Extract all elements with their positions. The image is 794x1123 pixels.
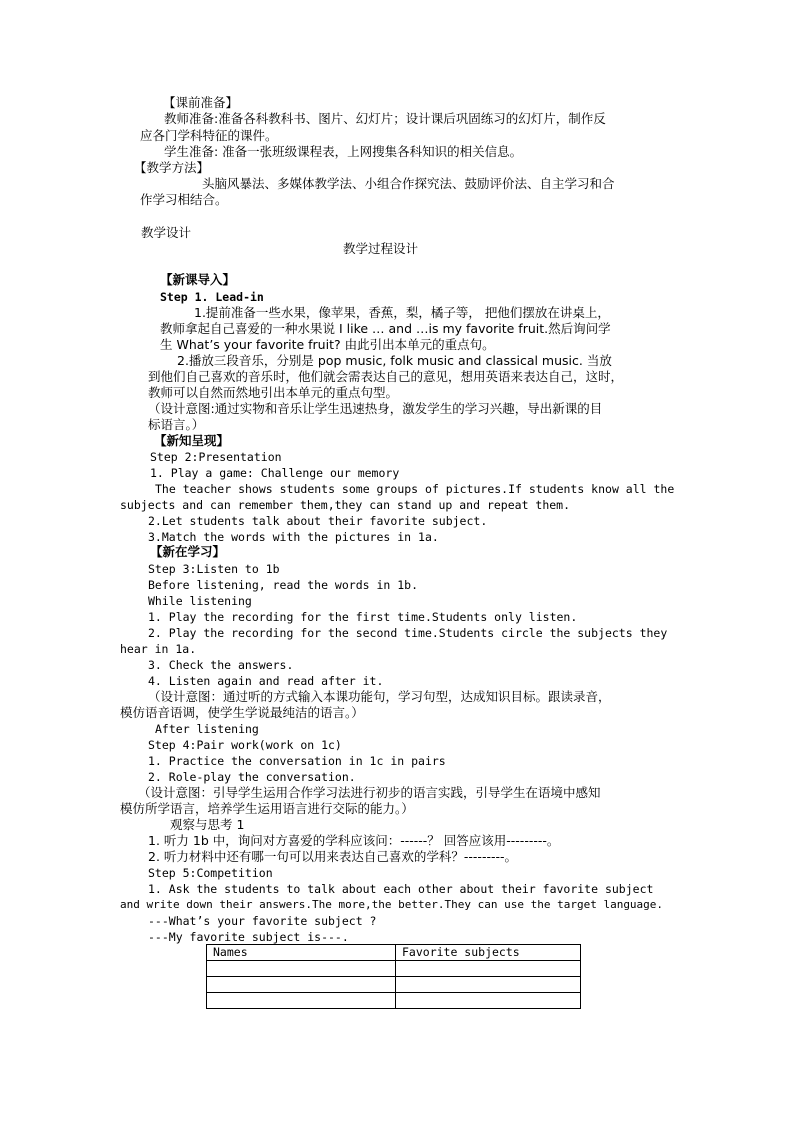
- table-cell: [396, 993, 581, 1009]
- observe-question-2: 2. 听力材料中还有哪一句可以用来表达自己喜欢的学科？---------。: [148, 849, 517, 864]
- new-learning-heading: 【新在学习】: [150, 544, 226, 559]
- competition-answer: ---My favorite subject is---.: [148, 930, 349, 944]
- step-3: Step 3:Listen to 1b: [148, 562, 280, 576]
- listening-intent-line-1: （设计意图：通过听的方式输入本课功能句，学习句型，达成知识目标。跟读录音，: [148, 689, 611, 704]
- after-listening: After listening: [155, 722, 259, 736]
- competition-question: ---What’s your favorite subject ?: [148, 914, 377, 928]
- methods-line-2: 作学习相结合。: [140, 192, 228, 207]
- pair-intent-line-2: 模仿所学语言，培养学生运用语言进行交际的能力。）: [120, 801, 414, 816]
- presentation-heading: 【新知呈现】: [154, 433, 230, 448]
- lead-in-p2-line-2: 到他们自己喜欢的音乐时，他们就会需表达自己的意见，想用英语来表达自己，这时，: [148, 369, 624, 384]
- competition-desc-line-2: and write down their answers.The more,the better.They can use the target language.: [120, 898, 664, 911]
- table-cell: [207, 961, 396, 977]
- prep-student-line: 学生准备: 准备一张班级课程表，上网搜集各科知识的相关信息。: [164, 144, 523, 159]
- table-cell: [396, 961, 581, 977]
- table-row: [207, 993, 581, 1009]
- presentation-item-3: 3.Match the words with the pictures in 1a.: [148, 530, 439, 544]
- pair-item-1: 1. Practice the conversation in 1c in pairs: [148, 754, 446, 768]
- prep-teacher-line-2: 应各门学科特征的课件。: [140, 128, 278, 143]
- table-header-subjects: Favorite subjects: [396, 945, 581, 961]
- table-cell: [207, 993, 396, 1009]
- pair-intent-line-1: （设计意图：引导学生运用合作学习法进行初步的语言实践，引导学生在语境中感知: [138, 785, 601, 800]
- before-listening: Before listening, read the words in 1b.: [148, 578, 419, 592]
- lead-in-heading: 【新课导入】: [160, 272, 236, 287]
- competition-desc-line-1: 1. Ask the students to talk about each other about their favorite subject: [148, 882, 654, 896]
- presentation-item-1-desc-2: subjects and can remember them,they can stand up and repeat them.: [120, 498, 571, 512]
- while-item-2-line-1: 2. Play the recording for the second time.Students circle the subjects they: [148, 626, 668, 640]
- favorite-subjects-table: [206, 944, 581, 1009]
- methods-line-1: 头脑风暴法、多媒体教学法、小组合作探究法、鼓励评价法、自主学习和合: [202, 176, 615, 191]
- table-row: [207, 961, 581, 977]
- presentation-item-2: 2.Let students talk about their favorite subject.: [148, 514, 488, 528]
- presentation-step: Step 2:Presentation: [150, 450, 282, 464]
- while-listening: While listening: [148, 594, 252, 608]
- table-header-row: [207, 945, 581, 961]
- design-label: 教学设计: [141, 225, 192, 240]
- methods-heading: 【教学方法】: [134, 160, 210, 175]
- while-item-2-line-2: hear in 1a.: [120, 642, 197, 656]
- presentation-item-1: 1. Play a game: Challenge our memory: [150, 466, 400, 480]
- prep-teacher-line-1: 教师准备:准备各科教科书、图片、幻灯片；设计课后巩固练习的幻灯片，制作反: [164, 111, 606, 126]
- table-cell: [207, 977, 396, 993]
- table-cell: [396, 977, 581, 993]
- observe-heading: 观察与思考 1: [170, 817, 245, 832]
- lead-in-intent-line-1: （设计意图:通过实物和音乐让学生迅速热身，激发学生的学习兴趣，导出新课的目: [148, 401, 603, 416]
- lead-in-step: Step 1. Lead-in: [160, 290, 264, 304]
- while-item-1: 1. Play the recording for the first time.Students only listen.: [148, 610, 578, 624]
- presentation-item-1-desc-1: The teacher shows students some groups of pictures.If students know all the: [155, 482, 675, 496]
- lead-in-p2-line-3: 教师可以自然而然地引出本单元的重点句型。: [148, 385, 399, 400]
- lead-in-p1-line-1: 1.提前准备一些水果，像苹果，香蕉，梨，橘子等， 把他们摆放在讲桌上，: [194, 305, 610, 320]
- lead-in-p2-line-1: 2.播放三段音乐，分别是 pop music, folk music and classical music. 当放: [177, 353, 612, 368]
- table-header-names: Names: [207, 945, 396, 961]
- observe-question-1: 1. 听力 1b 中，询问对方喜爱的学科应该问：------？ 回答应该用---------。: [148, 833, 560, 848]
- step-4: Step 4:Pair work(work on 1c): [148, 738, 342, 752]
- design-title: 教学过程设计: [343, 241, 419, 256]
- prep-heading: 【课前准备】: [163, 95, 239, 110]
- listening-intent-line-2: 模仿语音语调，使学生学说最纯洁的语言。）: [120, 705, 364, 720]
- lead-in-p1-line-2: 教师拿起自己喜爱的一种水果说 I like … and …is my favorite fruit.然后询问学: [160, 321, 611, 336]
- pair-item-2: 2. Role-play the conversation.: [148, 770, 356, 784]
- step-5: Step 5:Competition: [148, 866, 273, 880]
- lead-in-intent-line-2: 标语言。）: [148, 417, 205, 432]
- table-row: [207, 977, 581, 993]
- lead-in-p1-line-3: 生 What’s your favorite fruit? 由此引出本单元的重点句。: [160, 337, 495, 352]
- while-item-4: 4. Listen again and read after it.: [148, 674, 384, 688]
- while-item-3: 3. Check the answers.: [148, 658, 294, 672]
